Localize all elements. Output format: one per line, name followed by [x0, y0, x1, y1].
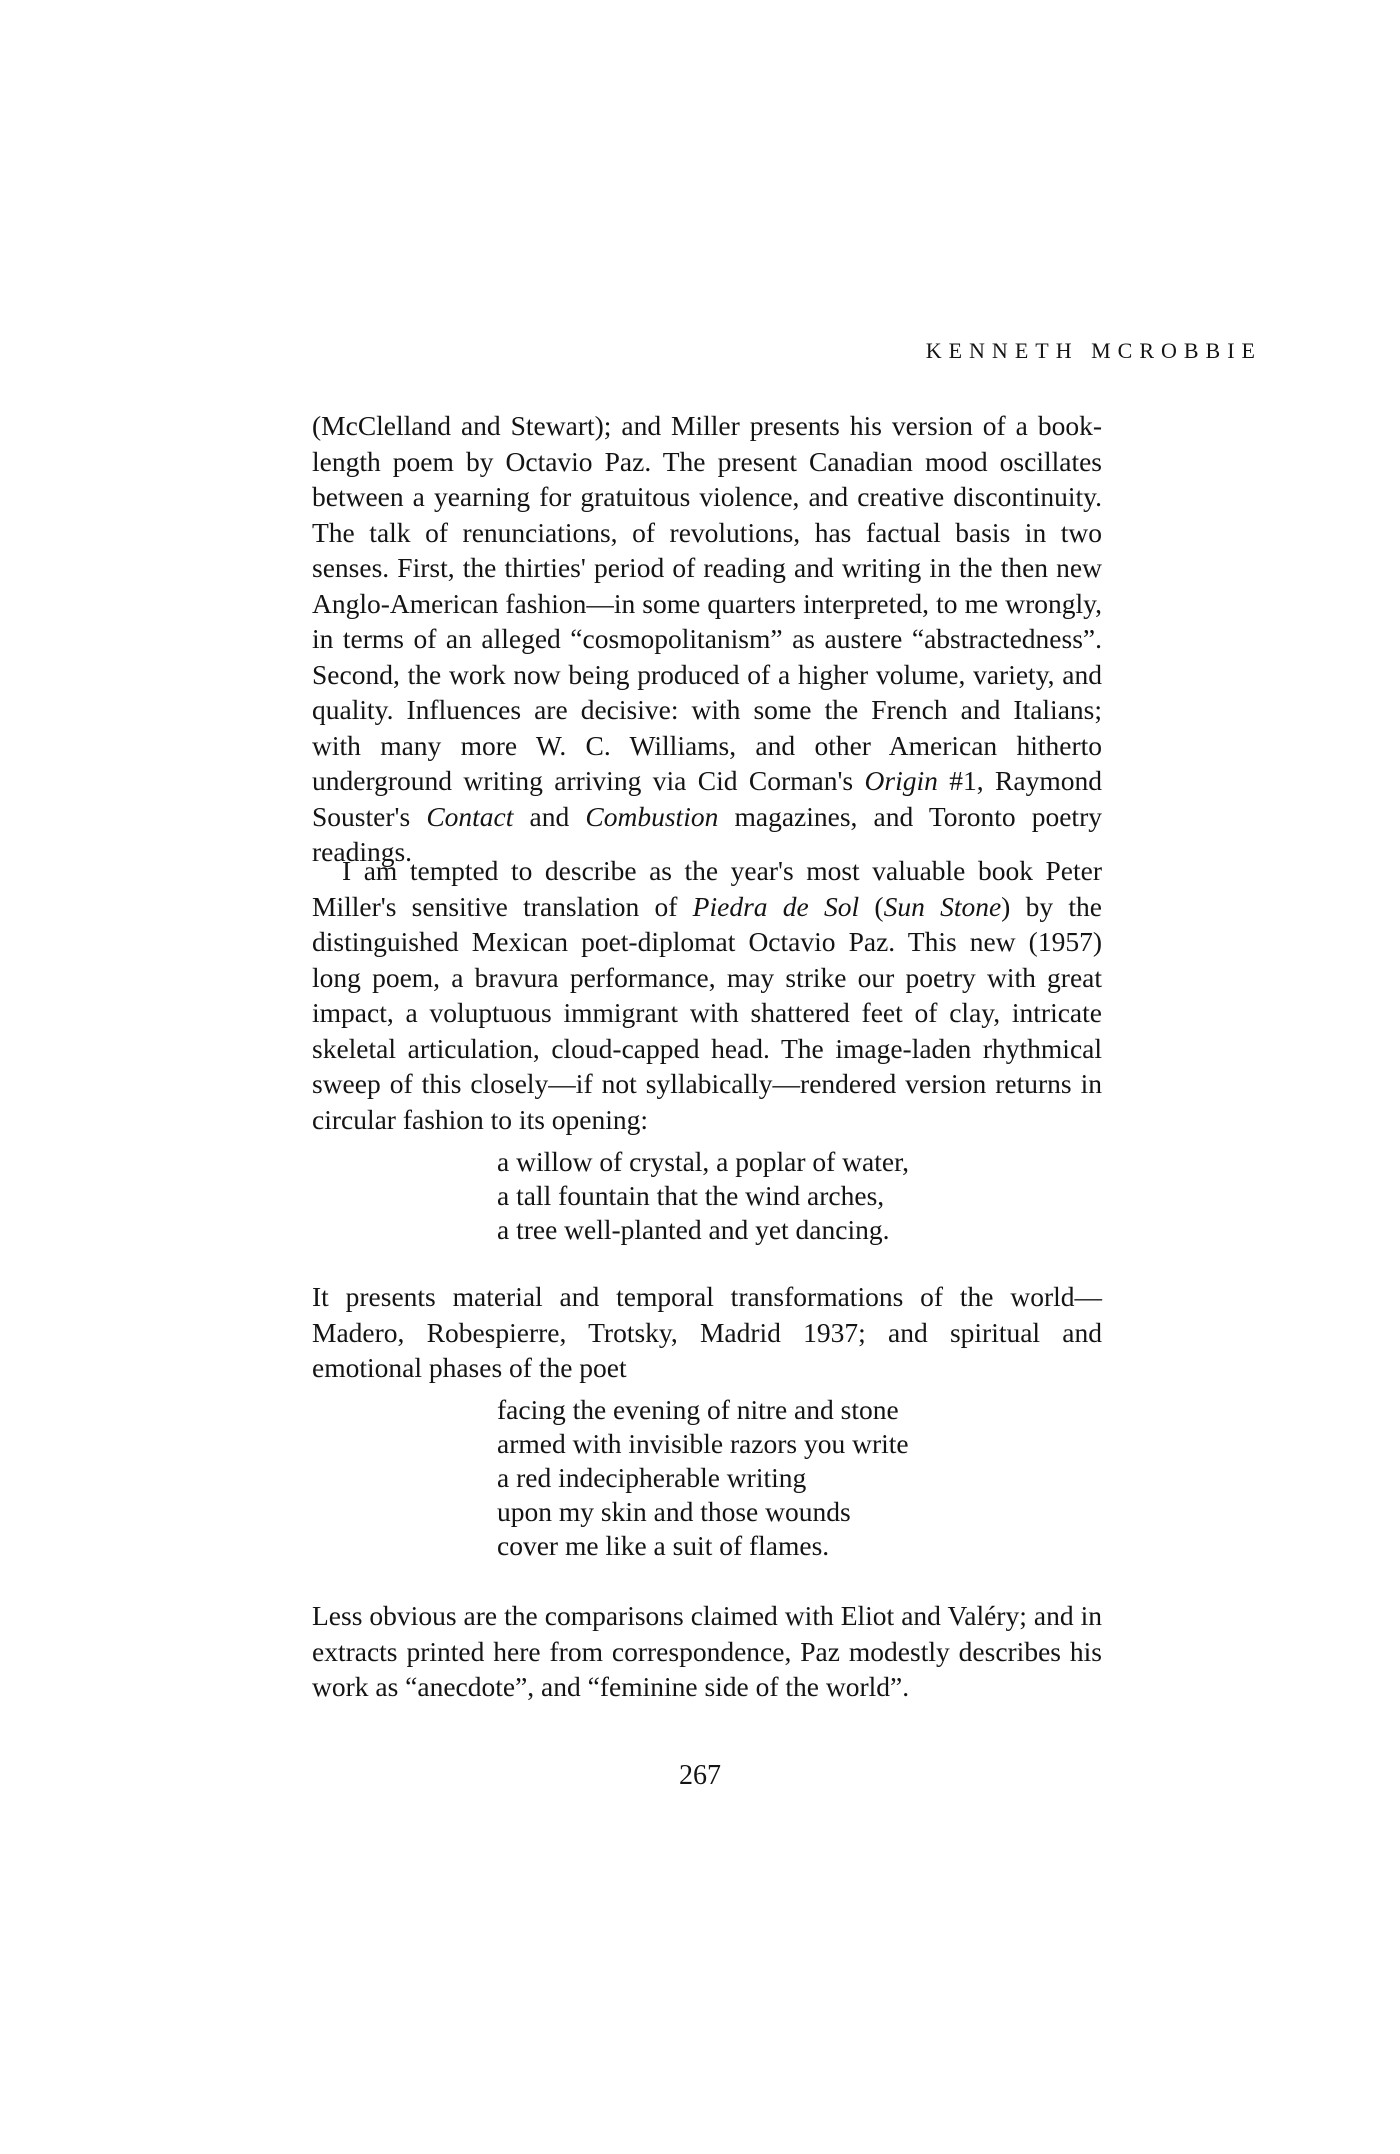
p2-text-b: ( [859, 890, 884, 922]
verse-line: armed with invisible razors you write [497, 1428, 909, 1459]
origin-title: Origin [864, 765, 938, 796]
p2-text-c: ) by the distinguished Mexican poet-diplomat Octavio Paz. This new (1957) long poem, a bravura performance, may strike our poetry with great impact, a voluptuous immigrant with shattered feet of clay, intricate skeletal articulation, cloud-capped head. The image-laden rhythmical sweep of this closely—if not syllabically—rendered version returns in circular fashion to its opening: [312, 890, 1102, 1135]
verse-line: a tree well-planted and yet dancing. [497, 1214, 890, 1245]
verse-line: a willow of crystal, a poplar of water, [497, 1146, 910, 1177]
paragraph-continuation [312, 408, 1102, 870]
verse-line: a red indecipherable writing [497, 1462, 807, 1493]
paragraph-comparisons [312, 1598, 1102, 1705]
p1-text-d: magazines, and Toronto poetry readings. [312, 800, 1102, 867]
combustion-title: Combustion [585, 800, 719, 832]
p2-text-a: I am tempted to describe as the year's most valuable book Peter Miller's sensitive translation of [312, 855, 1102, 922]
p1-text-c: and [513, 800, 586, 832]
piedra-de-sol-title: Piedra de Sol [692, 890, 860, 922]
verse-line: cover me like a suit of flames. [497, 1530, 830, 1561]
p1-text-b: #1, Raymond Souster's [312, 765, 1102, 832]
verse-line: upon my skin and those wounds [497, 1496, 851, 1527]
running-head: KENNETH MCROBBIE [925, 338, 1262, 363]
sun-stone-title: Sun Stone [883, 890, 1002, 922]
p1-text-a: (McClelland and Stewart); and Miller presents his version of a book-length poem by Octavio Paz. The present Canadian mood oscillates between a yearning for gratuitous violence, and creative discontinuity. The talk of renunciations, of revolutions, has factual basis in two senses. First, the thirties' period of reading and writing in the then new Anglo-American fashion—in some quarters interpreted, to me wrongly, in terms of an alleged “cosmopolitanism” as austere “abstractedness”. Second, the work now being produced of a higher volume, variety, and quality. Influences are decisive: with some the French and Italians; with many more W. C. Williams, and other American hitherto underground writing arriving via Cid Corman's [312, 410, 1102, 796]
p3-text: It presents material and temporal transformations of the world—Madero, Robespierre, Trotsky, Madrid 1937; and spiritual and emotional phases of the poet [312, 1281, 1102, 1383]
paragraph-transformations [312, 1279, 1102, 1386]
page-number: 267 [679, 1760, 721, 1791]
verse-line: facing the evening of nitre and stone [497, 1394, 899, 1425]
contact-title: Contact [426, 800, 514, 832]
p4-text: Less obvious are the comparisons claimed with Eliot and Valéry; and in extracts printed here from correspondence, Paz modestly describes his work as “anecdote”, and “feminine side of the world”. [312, 1600, 1102, 1702]
verse-quote-opening [497, 1145, 909, 1247]
verse-quote-facing-evening [497, 1393, 909, 1563]
verse-line: a tall fountain that the wind arches, [497, 1180, 885, 1211]
paragraph-piedra-de-sol [312, 853, 1102, 1137]
